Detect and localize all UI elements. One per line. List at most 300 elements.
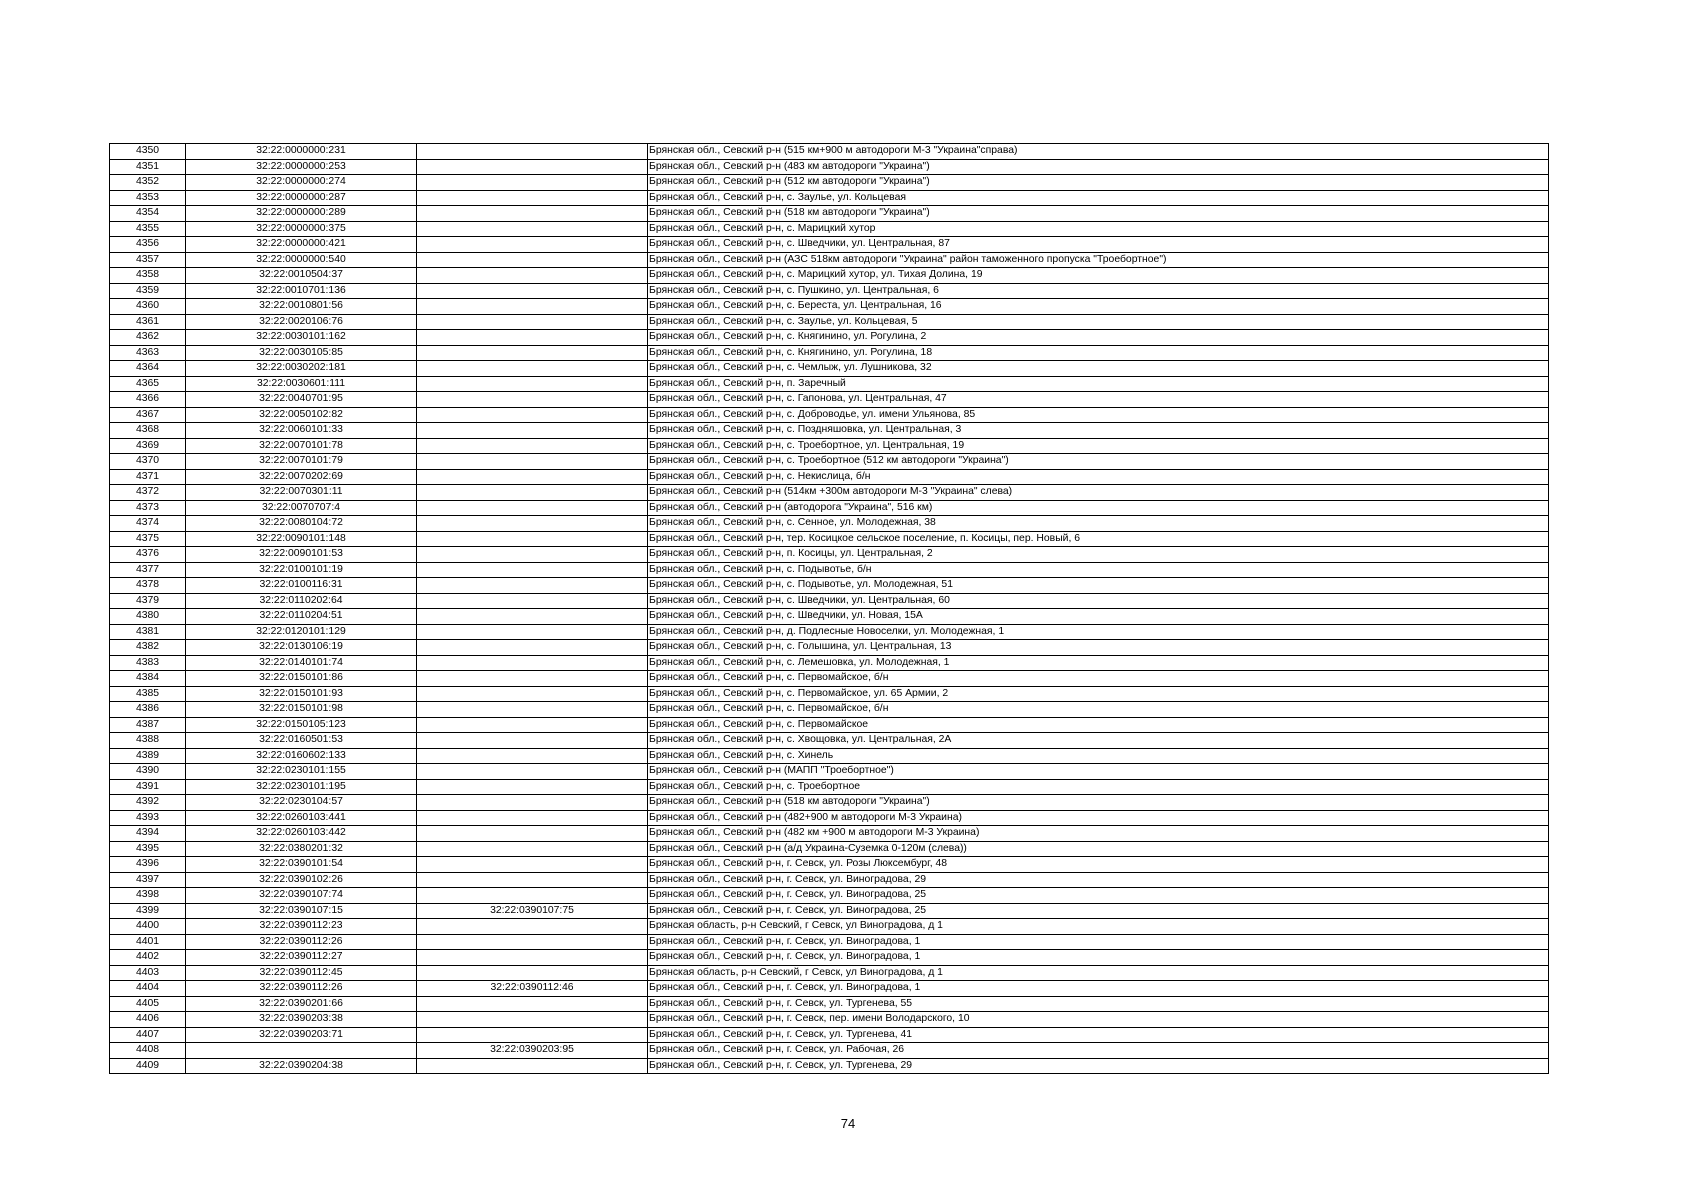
address-cell: Брянская обл., Севский р-н, с. Первомайское, б/н	[648, 671, 1549, 687]
address-cell: Брянская обл., Севский р-н, с. Сенное, ул. Молодежная, 38	[648, 516, 1549, 532]
cadastral-number-cell: 32:22:0000000:287	[186, 190, 417, 206]
cadastral-number-cell: 32:22:0390112:26	[186, 934, 417, 950]
row-number-cell: 4367	[110, 407, 186, 423]
cadastral-number-cell: 32:22:0070101:79	[186, 454, 417, 470]
cadastral-number-cell: 32:22:0000000:375	[186, 221, 417, 237]
row-number-cell: 4382	[110, 640, 186, 656]
cadastral-number-cell: 32:22:0390201:66	[186, 996, 417, 1012]
address-cell: Брянская обл., Севский р-н, г. Севск, ул. Тургенева, 55	[648, 996, 1549, 1012]
address-cell: Брянская обл., Севский р-н, г. Севск, пер. имени Володарского, 10	[648, 1012, 1549, 1028]
cadastral-number-cell: 32:22:0090101:53	[186, 547, 417, 563]
cadastral-number-cell: 32:22:0070707:4	[186, 500, 417, 516]
cadastral-number-cell: 32:22:0030202:181	[186, 361, 417, 377]
related-cadastral-number-cell	[417, 330, 648, 346]
address-cell: Брянская обл., Севский р-н, с. Хинель	[648, 748, 1549, 764]
cadastral-number-cell: 32:22:0090101:148	[186, 531, 417, 547]
related-cadastral-number-cell	[417, 500, 648, 516]
cadastral-number-cell: 32:22:0380201:32	[186, 841, 417, 857]
address-cell: Брянская обл., Севский р-н (518 км автодороги "Украина")	[648, 206, 1549, 222]
table-row	[110, 500, 1549, 516]
table-row	[110, 175, 1549, 191]
related-cadastral-number-cell	[417, 965, 648, 981]
related-cadastral-number-cell	[417, 593, 648, 609]
address-cell: Брянская обл., Севский р-н, с. Княгинино, ул. Рогулина, 2	[648, 330, 1549, 346]
cadastral-number-cell: 32:22:0110204:51	[186, 609, 417, 625]
table-row	[110, 826, 1549, 842]
address-cell: Брянская обл., Севский р-н, с. Заулье, ул. Кольцевая	[648, 190, 1549, 206]
cadastral-number-cell: 32:22:0260103:442	[186, 826, 417, 842]
row-number-cell: 4406	[110, 1012, 186, 1028]
cadastral-number-cell: 32:22:0020106:76	[186, 314, 417, 330]
table-row	[110, 748, 1549, 764]
table-row	[110, 283, 1549, 299]
row-number-cell: 4355	[110, 221, 186, 237]
row-number-cell: 4350	[110, 144, 186, 160]
table-row	[110, 562, 1549, 578]
related-cadastral-number-cell	[417, 640, 648, 656]
cadastral-number-cell	[186, 1043, 417, 1059]
table-row	[110, 314, 1549, 330]
table-row	[110, 268, 1549, 284]
address-cell: Брянская обл., Севский р-н, г. Севск, ул. Тургенева, 29	[648, 1058, 1549, 1074]
cadastral-number-cell: 32:22:0150101:86	[186, 671, 417, 687]
table-row	[110, 702, 1549, 718]
row-number-cell: 4357	[110, 252, 186, 268]
row-number-cell: 4356	[110, 237, 186, 253]
address-cell: Брянская обл., Севский р-н, с. Голышина, ул. Центральная, 13	[648, 640, 1549, 656]
cadastral-number-cell: 32:22:0390101:54	[186, 857, 417, 873]
row-number-cell: 4391	[110, 779, 186, 795]
address-cell: Брянская обл., Севский р-н (автодорога "Украина", 516 км)	[648, 500, 1549, 516]
table-row	[110, 144, 1549, 160]
cadastral-number-cell: 32:22:0040701:95	[186, 392, 417, 408]
related-cadastral-number-cell	[417, 578, 648, 594]
related-cadastral-number-cell	[417, 252, 648, 268]
related-cadastral-number-cell	[417, 345, 648, 361]
related-cadastral-number-cell	[417, 531, 648, 547]
cadastral-number-cell: 32:22:0000000:274	[186, 175, 417, 191]
cadastral-number-cell: 32:22:0060101:33	[186, 423, 417, 439]
address-cell: Брянская обл., Севский р-н, с. Шведчики, ул. Новая, 15А	[648, 609, 1549, 625]
address-cell: Брянская обл., Севский р-н, г. Севск, ул. Виноградова, 1	[648, 981, 1549, 997]
row-number-cell: 4386	[110, 702, 186, 718]
cadastral-number-cell: 32:22:0150101:98	[186, 702, 417, 718]
row-number-cell: 4365	[110, 376, 186, 392]
cadastral-number-cell: 32:22:0390112:27	[186, 950, 417, 966]
document-table	[109, 143, 1549, 1074]
address-cell: Брянская обл., Севский р-н, тер. Косицкое сельское поселение, п. Косицы, пер. Новый, 6	[648, 531, 1549, 547]
cadastral-number-cell: 32:22:0100116:31	[186, 578, 417, 594]
address-cell: Брянская обл., Севский р-н, с. Гапонова, ул. Центральная, 47	[648, 392, 1549, 408]
table-row	[110, 950, 1549, 966]
row-number-cell: 4353	[110, 190, 186, 206]
address-cell: Брянская обл., Севский р-н, с. Первомайское	[648, 717, 1549, 733]
related-cadastral-number-cell	[417, 376, 648, 392]
cadastral-number-cell: 32:22:0390107:74	[186, 888, 417, 904]
row-number-cell: 4376	[110, 547, 186, 563]
table-row	[110, 221, 1549, 237]
table-row	[110, 578, 1549, 594]
address-cell: Брянская обл., Севский р-н, г. Севск, ул. Виноградова, 25	[648, 888, 1549, 904]
related-cadastral-number-cell	[417, 268, 648, 284]
row-number-cell: 4368	[110, 423, 186, 439]
related-cadastral-number-cell	[417, 934, 648, 950]
related-cadastral-number-cell	[417, 1027, 648, 1043]
row-number-cell: 4370	[110, 454, 186, 470]
related-cadastral-number-cell	[417, 438, 648, 454]
address-cell: Брянская обл., Севский р-н, с. Чемлыж, ул. Лушникова, 32	[648, 361, 1549, 377]
address-cell: Брянская обл., Севский р-н, д. Подлесные Новоселки, ул. Молодежная, 1	[648, 624, 1549, 640]
related-cadastral-number-cell	[417, 624, 648, 640]
table-row	[110, 190, 1549, 206]
row-number-cell: 4369	[110, 438, 186, 454]
related-cadastral-number-cell	[417, 779, 648, 795]
related-cadastral-number-cell	[417, 392, 648, 408]
table-row	[110, 376, 1549, 392]
related-cadastral-number-cell	[417, 996, 648, 1012]
row-number-cell: 4379	[110, 593, 186, 609]
table-row	[110, 330, 1549, 346]
address-cell: Брянская обл., Севский р-н, с. Марицкий хутор	[648, 221, 1549, 237]
table-row	[110, 392, 1549, 408]
table-row	[110, 686, 1549, 702]
related-cadastral-number-cell: 32:22:0390203:95	[417, 1043, 648, 1059]
address-cell: Брянская обл., Севский р-н, г. Севск, ул. Виноградова, 1	[648, 934, 1549, 950]
cadastral-number-cell: 32:22:0070202:69	[186, 469, 417, 485]
row-number-cell: 4404	[110, 981, 186, 997]
related-cadastral-number-cell: 32:22:0390107:75	[417, 903, 648, 919]
table-row	[110, 903, 1549, 919]
address-cell: Брянская обл., Севский р-н, с. Троебортное (512 км автодороги "Украина")	[648, 454, 1549, 470]
row-number-cell: 4397	[110, 872, 186, 888]
row-number-cell: 4402	[110, 950, 186, 966]
row-number-cell: 4401	[110, 934, 186, 950]
address-cell: Брянская обл., Севский р-н, г. Севск, ул. Виноградова, 29	[648, 872, 1549, 888]
table-row	[110, 237, 1549, 253]
row-number-cell: 4372	[110, 485, 186, 501]
related-cadastral-number-cell	[417, 221, 648, 237]
address-cell: Брянская обл., Севский р-н (МАПП "Троебортное")	[648, 764, 1549, 780]
related-cadastral-number-cell	[417, 686, 648, 702]
address-cell: Брянская обл., Севский р-н, г. Севск, ул. Тургенева, 41	[648, 1027, 1549, 1043]
cadastral-number-cell: 32:22:0160501:53	[186, 733, 417, 749]
cadastral-number-cell: 32:22:0230101:155	[186, 764, 417, 780]
address-cell: Брянская обл., Севский р-н (АЗС 518км автодороги "Украина" район таможенного пропуска "Троебортное")	[648, 252, 1549, 268]
cadastral-number-cell: 32:22:0390112:26	[186, 981, 417, 997]
table-row	[110, 981, 1549, 997]
cadastral-number-cell: 32:22:0390107:15	[186, 903, 417, 919]
related-cadastral-number-cell	[417, 516, 648, 532]
table-row	[110, 438, 1549, 454]
row-number-cell: 4390	[110, 764, 186, 780]
related-cadastral-number-cell	[417, 454, 648, 470]
related-cadastral-number-cell	[417, 748, 648, 764]
address-cell: Брянская обл., Севский р-н, с. Береста, ул. Центральная, 16	[648, 299, 1549, 315]
address-cell: Брянская обл., Севский р-н, г. Севск, ул. Виноградова, 25	[648, 903, 1549, 919]
table-row	[110, 779, 1549, 795]
address-cell: Брянская обл., Севский р-н, с. Доброводье, ул. имени Ульянова, 85	[648, 407, 1549, 423]
row-number-cell: 4394	[110, 826, 186, 842]
address-cell: Брянская обл., Севский р-н (а/д Украина-Суземка 0-120м (слева))	[648, 841, 1549, 857]
related-cadastral-number-cell	[417, 159, 648, 175]
address-cell: Брянская обл., Севский р-н (482 км +900 м автодороги М-3 Украина)	[648, 826, 1549, 842]
table-row	[110, 624, 1549, 640]
address-cell: Брянская обл., Севский р-н, с. Подывотье, ул. Молодежная, 51	[648, 578, 1549, 594]
table-row	[110, 407, 1549, 423]
address-cell: Брянская обл., Севский р-н, г. Севск, ул. Виноградова, 1	[648, 950, 1549, 966]
row-number-cell: 4377	[110, 562, 186, 578]
table-row	[110, 1027, 1549, 1043]
row-number-cell: 4374	[110, 516, 186, 532]
cadastral-number-cell: 32:22:0390102:26	[186, 872, 417, 888]
cadastral-number-cell: 32:22:0070301:11	[186, 485, 417, 501]
cadastral-number-cell: 32:22:0030105:85	[186, 345, 417, 361]
cadastral-number-cell: 32:22:0390203:38	[186, 1012, 417, 1028]
cadastral-number-cell: 32:22:0390204:38	[186, 1058, 417, 1074]
row-number-cell: 4389	[110, 748, 186, 764]
row-number-cell: 4363	[110, 345, 186, 361]
related-cadastral-number-cell	[417, 671, 648, 687]
cadastral-number-cell: 32:22:0120101:129	[186, 624, 417, 640]
cadastral-number-cell: 32:22:0260103:441	[186, 810, 417, 826]
cadastral-number-cell: 32:22:0000000:421	[186, 237, 417, 253]
row-number-cell: 4409	[110, 1058, 186, 1074]
table-row	[110, 640, 1549, 656]
table-row	[110, 655, 1549, 671]
address-cell: Брянская обл., Севский р-н (515 км+900 м автодороги М-3 "Украина"справа)	[648, 144, 1549, 160]
cadastral-number-cell: 32:22:0000000:231	[186, 144, 417, 160]
row-number-cell: 4403	[110, 965, 186, 981]
row-number-cell: 4383	[110, 655, 186, 671]
cadastral-number-cell: 32:22:0010701:136	[186, 283, 417, 299]
related-cadastral-number-cell	[417, 1058, 648, 1074]
cadastral-number-cell: 32:22:0150105:123	[186, 717, 417, 733]
table-row	[110, 934, 1549, 950]
row-number-cell: 4381	[110, 624, 186, 640]
related-cadastral-number-cell	[417, 919, 648, 935]
related-cadastral-number-cell	[417, 206, 648, 222]
row-number-cell: 4359	[110, 283, 186, 299]
table-row	[110, 547, 1549, 563]
table-row	[110, 841, 1549, 857]
row-number-cell: 4360	[110, 299, 186, 315]
related-cadastral-number-cell	[417, 144, 648, 160]
cadastral-number-cell: 32:22:0010504:37	[186, 268, 417, 284]
table-row	[110, 299, 1549, 315]
address-cell: Брянская обл., Севский р-н (514км +300м автодороги М-3 "Украина" слева)	[648, 485, 1549, 501]
cadastral-number-cell: 32:22:0080104:72	[186, 516, 417, 532]
address-cell: Брянская обл., Севский р-н (482+900 м автодороги М-3 Украина)	[648, 810, 1549, 826]
row-number-cell: 4378	[110, 578, 186, 594]
address-cell: Брянская обл., Севский р-н, с. Княгинино, ул. Рогулина, 18	[648, 345, 1549, 361]
row-number-cell: 4362	[110, 330, 186, 346]
address-cell: Брянская обл., Севский р-н (512 км автодороги "Украина")	[648, 175, 1549, 191]
related-cadastral-number-cell	[417, 795, 648, 811]
address-cell: Брянская обл., Севский р-н, с. Хвощовка, ул. Центральная, 2А	[648, 733, 1549, 749]
row-number-cell: 4408	[110, 1043, 186, 1059]
row-number-cell: 4384	[110, 671, 186, 687]
row-number-cell: 4388	[110, 733, 186, 749]
related-cadastral-number-cell	[417, 717, 648, 733]
related-cadastral-number-cell	[417, 702, 648, 718]
table-row	[110, 1058, 1549, 1074]
table-row	[110, 345, 1549, 361]
table-body	[110, 144, 1549, 1074]
related-cadastral-number-cell	[417, 764, 648, 780]
address-cell: Брянская обл., Севский р-н, с. Некислица, б/н	[648, 469, 1549, 485]
address-cell: Брянская обл., Севский р-н, с. Подывотье, б/н	[648, 562, 1549, 578]
table-row	[110, 872, 1549, 888]
table-row	[110, 206, 1549, 222]
row-number-cell: 4358	[110, 268, 186, 284]
row-number-cell: 4371	[110, 469, 186, 485]
table-row	[110, 361, 1549, 377]
related-cadastral-number-cell	[417, 826, 648, 842]
table-row	[110, 1043, 1549, 1059]
row-number-cell: 4352	[110, 175, 186, 191]
page-number: 74	[840, 1116, 856, 1131]
table-row	[110, 1012, 1549, 1028]
cadastral-number-cell: 32:22:0110202:64	[186, 593, 417, 609]
table-row	[110, 252, 1549, 268]
cadastral-number-cell: 32:22:0070101:78	[186, 438, 417, 454]
cadastral-number-cell: 32:22:0140101:74	[186, 655, 417, 671]
related-cadastral-number-cell	[417, 361, 648, 377]
related-cadastral-number-cell	[417, 423, 648, 439]
address-cell: Брянская обл., Севский р-н, с. Поздняшовка, ул. Центральная, 3	[648, 423, 1549, 439]
table-row	[110, 857, 1549, 873]
cadastral-number-cell: 32:22:0390112:23	[186, 919, 417, 935]
table-row	[110, 609, 1549, 625]
related-cadastral-number-cell	[417, 469, 648, 485]
table-row	[110, 764, 1549, 780]
row-number-cell: 4380	[110, 609, 186, 625]
address-cell: Брянская обл., Севский р-н, с. Лемешовка, ул. Молодежная, 1	[648, 655, 1549, 671]
related-cadastral-number-cell	[417, 237, 648, 253]
table-row	[110, 531, 1549, 547]
row-number-cell: 4351	[110, 159, 186, 175]
related-cadastral-number-cell: 32:22:0390112:46	[417, 981, 648, 997]
address-cell: Брянская обл., Севский р-н, с. Троебортное, ул. Центральная, 19	[648, 438, 1549, 454]
row-number-cell: 4407	[110, 1027, 186, 1043]
cadastral-number-cell: 32:22:0150101:93	[186, 686, 417, 702]
cadastral-number-cell: 32:22:0030101:162	[186, 330, 417, 346]
related-cadastral-number-cell	[417, 950, 648, 966]
table-row	[110, 469, 1549, 485]
cadastral-number-cell: 32:22:0390203:71	[186, 1027, 417, 1043]
row-number-cell: 4393	[110, 810, 186, 826]
related-cadastral-number-cell	[417, 1012, 648, 1028]
address-cell: Брянская обл., Севский р-н, с. Первомайское, б/н	[648, 702, 1549, 718]
related-cadastral-number-cell	[417, 733, 648, 749]
address-cell: Брянская обл., Севский р-н, с. Пушкино, ул. Центральная, 6	[648, 283, 1549, 299]
address-cell: Брянская обл., Севский р-н (518 км автодороги "Украина")	[648, 795, 1549, 811]
table-row	[110, 485, 1549, 501]
row-number-cell: 4400	[110, 919, 186, 935]
row-number-cell: 4354	[110, 206, 186, 222]
address-cell: Брянская обл., Севский р-н, п. Заречный	[648, 376, 1549, 392]
related-cadastral-number-cell	[417, 299, 648, 315]
related-cadastral-number-cell	[417, 655, 648, 671]
cadastral-number-cell: 32:22:0230101:195	[186, 779, 417, 795]
row-number-cell: 4375	[110, 531, 186, 547]
row-number-cell: 4373	[110, 500, 186, 516]
related-cadastral-number-cell	[417, 888, 648, 904]
row-number-cell: 4396	[110, 857, 186, 873]
related-cadastral-number-cell	[417, 175, 648, 191]
cadastral-number-cell: 32:22:0010801:56	[186, 299, 417, 315]
cadastral-number-cell: 32:22:0030601:111	[186, 376, 417, 392]
cadastral-number-cell: 32:22:0160602:133	[186, 748, 417, 764]
cadastral-number-cell: 32:22:0000000:540	[186, 252, 417, 268]
table-row	[110, 919, 1549, 935]
row-number-cell: 4385	[110, 686, 186, 702]
address-cell: Брянская обл., Севский р-н, с. Троебортное	[648, 779, 1549, 795]
related-cadastral-number-cell	[417, 609, 648, 625]
address-cell: Брянская область, р-н Севский, г Севск, ул Виноградова, д 1	[648, 965, 1549, 981]
related-cadastral-number-cell	[417, 562, 648, 578]
address-cell: Брянская обл., Севский р-н, с. Марицкий хутор, ул. Тихая Долина, 19	[648, 268, 1549, 284]
cadastral-number-cell: 32:22:0000000:253	[186, 159, 417, 175]
address-cell: Брянская обл., Севский р-н, с. Шведчики, ул. Центральная, 60	[648, 593, 1549, 609]
address-cell: Брянская обл., Севский р-н, г. Севск, ул. Розы Люксембург, 48	[648, 857, 1549, 873]
cadastral-number-cell: 32:22:0050102:82	[186, 407, 417, 423]
table-row	[110, 516, 1549, 532]
table-row	[110, 996, 1549, 1012]
related-cadastral-number-cell	[417, 283, 648, 299]
related-cadastral-number-cell	[417, 547, 648, 563]
row-number-cell: 4387	[110, 717, 186, 733]
address-cell: Брянская область, р-н Севский, г Севск, ул Виноградова, д 1	[648, 919, 1549, 935]
related-cadastral-number-cell	[417, 407, 648, 423]
address-cell: Брянская обл., Севский р-н, п. Косицы, ул. Центральная, 2	[648, 547, 1549, 563]
related-cadastral-number-cell	[417, 857, 648, 873]
table-row	[110, 810, 1549, 826]
table-row	[110, 454, 1549, 470]
row-number-cell: 4366	[110, 392, 186, 408]
row-number-cell: 4364	[110, 361, 186, 377]
related-cadastral-number-cell	[417, 314, 648, 330]
table-row	[110, 593, 1549, 609]
address-cell: Брянская обл., Севский р-н, г. Севск, ул. Рабочая, 26	[648, 1043, 1549, 1059]
table-row	[110, 888, 1549, 904]
row-number-cell: 4392	[110, 795, 186, 811]
table-row	[110, 423, 1549, 439]
row-number-cell: 4399	[110, 903, 186, 919]
address-cell: Брянская обл., Севский р-н, с. Заулье, ул. Кольцевая, 5	[648, 314, 1549, 330]
related-cadastral-number-cell	[417, 841, 648, 857]
cadastral-number-cell: 32:22:0230104:57	[186, 795, 417, 811]
related-cadastral-number-cell	[417, 872, 648, 888]
row-number-cell: 4361	[110, 314, 186, 330]
address-cell: Брянская обл., Севский р-н (483 км автодороги "Украина")	[648, 159, 1549, 175]
related-cadastral-number-cell	[417, 810, 648, 826]
row-number-cell: 4395	[110, 841, 186, 857]
table-row	[110, 795, 1549, 811]
table-row	[110, 717, 1549, 733]
related-cadastral-number-cell	[417, 190, 648, 206]
cadastral-number-cell: 32:22:0130106:19	[186, 640, 417, 656]
table-row	[110, 159, 1549, 175]
address-cell: Брянская обл., Севский р-н, с. Первомайское, ул. 65 Армии, 2	[648, 686, 1549, 702]
row-number-cell: 4405	[110, 996, 186, 1012]
table-row	[110, 733, 1549, 749]
table-row	[110, 671, 1549, 687]
cadastral-number-cell: 32:22:0000000:289	[186, 206, 417, 222]
cadastral-number-cell: 32:22:0390112:45	[186, 965, 417, 981]
related-cadastral-number-cell	[417, 485, 648, 501]
cadastral-number-cell: 32:22:0100101:19	[186, 562, 417, 578]
